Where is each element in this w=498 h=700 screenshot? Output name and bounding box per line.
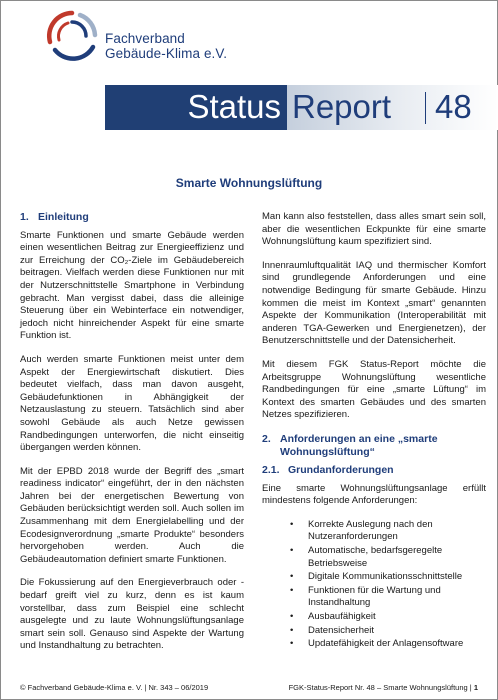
bullet-icon: • — [290, 518, 294, 530]
bullet-icon: • — [290, 638, 294, 650]
list-item-text: Korrekte Auslegung nach den Nutzeranforderungen — [308, 518, 433, 543]
list-item-text: Automatische, bedarfsgeregelte Betriebsweise — [308, 545, 443, 569]
list-item-text: Updatefähigkeit der Anlagensoftware — [308, 638, 464, 650]
subsection-heading-grundanforderungen — [262, 464, 486, 477]
bullet-icon: • — [290, 611, 294, 623]
subsection-title: Grundanforderungen — [288, 464, 394, 477]
page-number: 1 — [473, 683, 478, 692]
list-item — [290, 638, 486, 651]
footer-report-title: FGK-Status-Report Nr. 48 – Smarte Wohnungslüftung | — [288, 683, 472, 692]
requirements-intro: Eine smarte Wohnungslüftungsanlage erfüllt mindestens folgende Anforderungen: — [262, 482, 486, 507]
section-title: Einleitung — [38, 211, 89, 223]
banner-divider — [425, 92, 426, 124]
org-name — [105, 31, 227, 61]
list-item — [290, 585, 486, 610]
paragraph: Mit diesem FGK Status-Report möchte die Arbeitsgruppe Wohnungslüftung wesentliche Randbedingungen für eine „smarte Lüftung“ im Kontext des smarten Gebäudes und des smarten Netzes spezifizieren. — [262, 358, 486, 421]
status-banner — [105, 85, 287, 130]
status-word: Status — [187, 88, 281, 125]
bullet-icon: • — [290, 545, 294, 557]
subsection-number: 2.1. — [262, 464, 280, 477]
section-number: 1. — [20, 211, 29, 223]
list-item — [290, 571, 486, 584]
list-item-text: Digitale Kommunikationsschnittstelle — [308, 571, 463, 583]
section-title: Anforderungen an eine „smarte Wohnungslüftung“ — [280, 432, 438, 458]
requirements-list — [262, 519, 486, 651]
document-title: Smarte Wohnungslüftung — [175, 176, 323, 190]
report-word: Report — [292, 88, 392, 125]
bullet-icon: • — [290, 624, 294, 636]
list-item-text: Ausbaufähigkeit — [308, 611, 376, 623]
right-column — [262, 211, 486, 652]
paragraph: Man kann also feststellen, dass alles smart sein soll, aber die wesentlichen Eckpunkte für eine smarte Wohnungslüftung kaum spezifiziert sind. — [262, 211, 486, 248]
list-item — [290, 625, 486, 638]
paragraph: Smarte Funktionen und smarte Gebäude werden einen wesentlichen Beitrag zur Energieeffizienz und zur Erreichung der CO₂-Ziele im Gebäudebereich beitragen. Vielfach werden diese Funktionen nur mit der Nutzerschnittstelle Smartphone in Verbindung gebracht. Man vergisst dabei, dass die alleinige Steuerung über ein Webinterface ein notwendiger, jedoch nicht hinreichender Aspekt für eine smarte Funktion ist. — [20, 229, 244, 342]
org-name-line2: Gebäude-Klima e.V. — [105, 46, 228, 61]
paragraph: Innenraumluftqualität IAQ und thermischer Komfort sind grundlegende Anforderungen und eine notwendige Bedingung für smarte Gebäude. Hinzu kommen die meist im Kontext „smart“ genannten Aspekte der Kommunikation (Interoperabilität mit anderen TGA-Gewerken und Energienetzen), der Benutzerschnittstelle und der Datensicherheit. — [262, 259, 486, 347]
section-heading-einleitung — [20, 211, 244, 224]
list-item — [290, 611, 486, 624]
list-item — [290, 545, 486, 570]
section-heading-anforderungen — [262, 433, 486, 458]
list-item — [290, 519, 486, 544]
bullet-icon: • — [290, 584, 294, 596]
bullet-icon: • — [290, 571, 294, 583]
footer-copyright: © Fachverband Gebäude-Klima e. V. | Nr. 343 – 06/2019 — [20, 683, 209, 692]
footer-report-info — [289, 683, 478, 692]
org-name-line1: Fachverband — [105, 31, 185, 46]
report-number: 48 — [435, 88, 472, 125]
paragraph: Auch werden smarte Funktionen meist unter dem Aspekt der Energiewirtschaft diskutiert. Dies bedeutet vielfach, dass man davon ausgeht, Gebäudefunktionen in Abhängigkeit der Netzauslastung zu steuern. Tatsächlich sind aber sowohl Gebäude als auch Netze gewissen Randbedingungen unterworfen, die nicht einseitig übergangen werden können. — [20, 353, 244, 454]
section-number: 2. — [262, 432, 271, 445]
fgk-logo — [44, 9, 100, 63]
report-banner — [287, 85, 498, 130]
list-item-text: Funktionen für die Wartung und Instandhaltung — [308, 584, 441, 609]
list-item-text: Datensicherheit — [308, 624, 375, 636]
paragraph: Die Fokussierung auf den Energieverbrauch oder -bedarf greift viel zu kurz, denn es ist kaum vorstellbar, dass zum Beispiel eine schlecht ausgelegte und zu laute Wohnungslüftungsanlage smart sein soll. Genauso sind Aspekte der Wartung und Instandhaltung zu betrachten. — [20, 577, 244, 652]
left-column — [20, 211, 244, 664]
paragraph: Mit der EPBD 2018 wurde der Begriff des „smart readiness indicator“ eingeführt, der in den nächsten Jahren bei der energetischen Bewertung von Gebäuden berücksichtigt werden soll. Auch sollen im Zusammenhang mit dem Energielabelling und der Ecodesignverordnung „smarte Produkte“ besonders hervorgehoben werden. Auch die Gebäudeautomation definiert smarte Funktionen. — [20, 465, 244, 565]
